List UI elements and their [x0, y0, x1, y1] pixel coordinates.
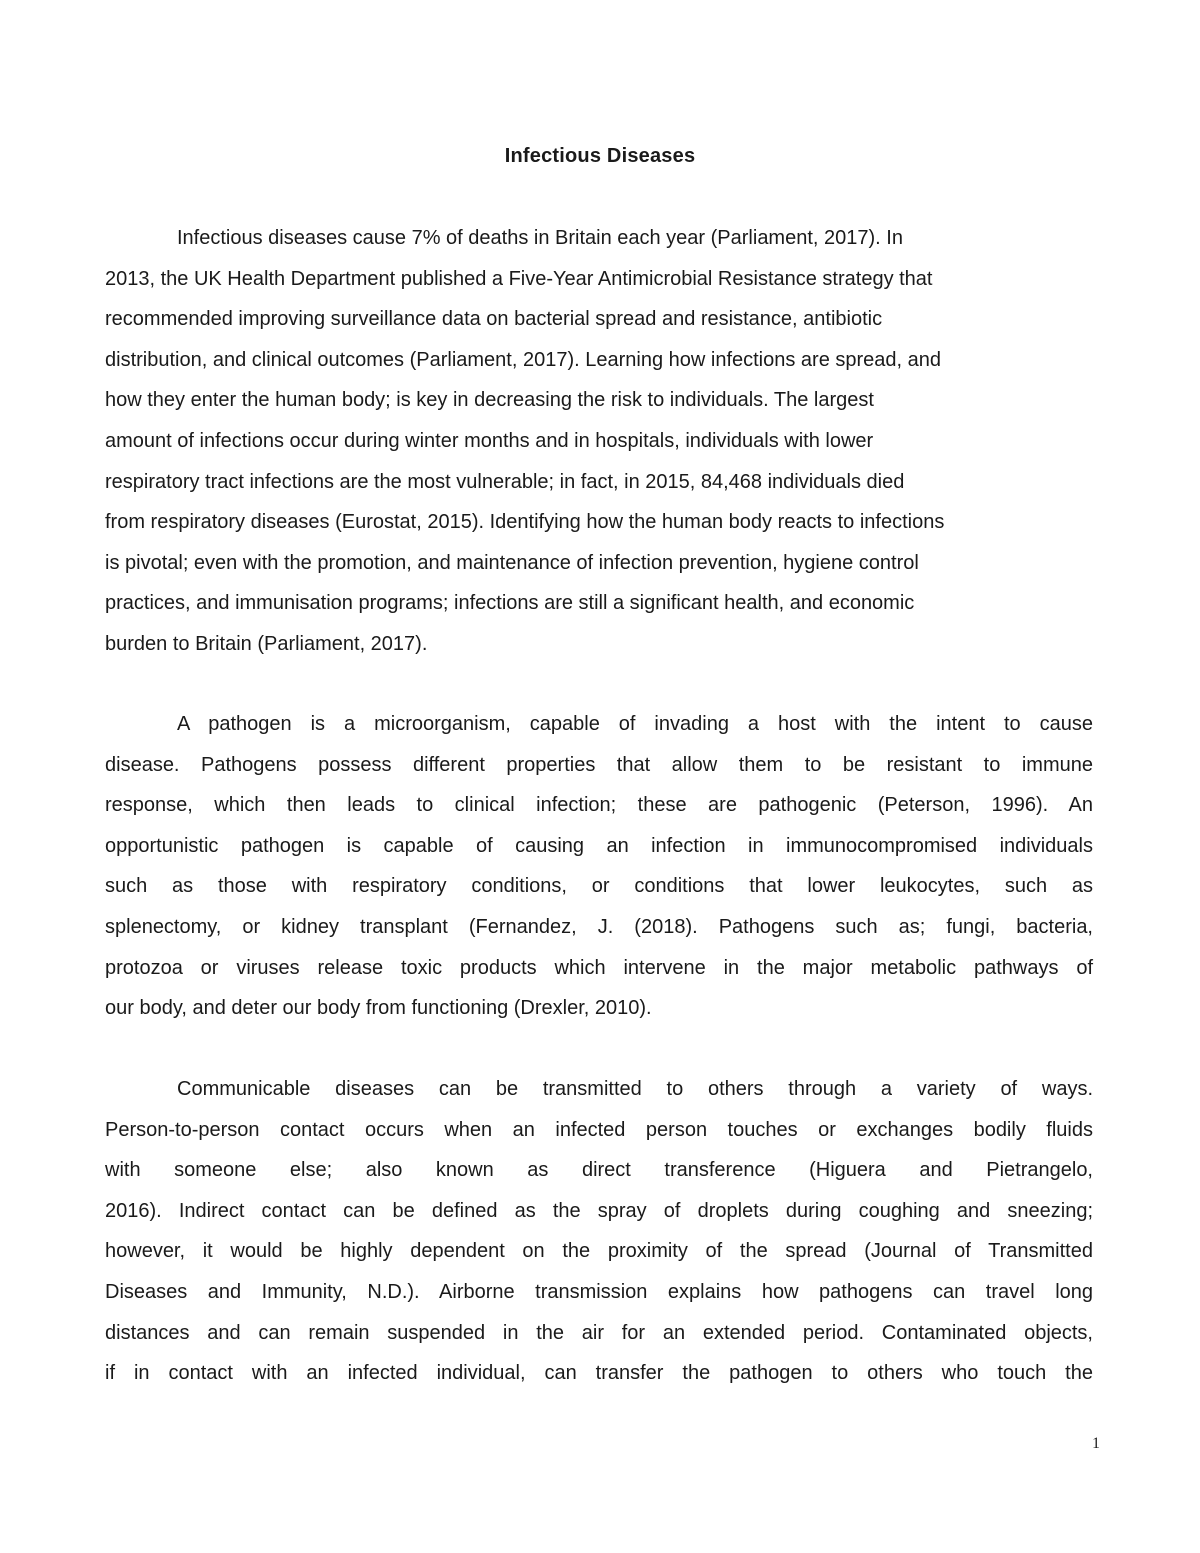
paragraph-line: Diseases and Immunity, N.D.). Airborne transmission explains how pathogens can travel long	[105, 1280, 1093, 1303]
paragraph-3	[105, 1069, 1093, 1394]
paragraph-line: A pathogen is a microorganism, capable of invading a host with the intent to cause	[177, 713, 1093, 735]
document-title: Infectious Diseases	[504, 145, 696, 167]
paragraph-line: our body, and deter our body from functioning (Drexler, 2010).	[105, 997, 652, 1020]
paragraph-line: recommended improving surveillance data on bacterial spread and resistance, antibiotic	[105, 308, 883, 331]
paragraph-line: 2013, the UK Health Department published a Five-Year Antimicrobial Resistance strategy that	[105, 267, 933, 290]
paragraph-line: response, which then leads to clinical infection; these are pathogenic (Peterson, 1996). An	[105, 794, 1093, 817]
paragraph-line: Communicable diseases can be transmitted to others through a variety of ways.	[177, 1078, 1093, 1100]
paragraph-line: 2016). Indirect contact can be defined as the spray of droplets during coughing and sneezing;	[105, 1199, 1093, 1222]
paragraph-line: is pivotal; even with the promotion, and maintenance of infection prevention, hygiene control	[105, 551, 919, 574]
paragraph-line: however, it would be highly dependent on the proximity of the spread (Journal of Transmitted	[105, 1240, 1093, 1263]
paragraph-line: Infectious diseases cause 7% of deaths in Britain each year (Parliament, 2017). In	[177, 227, 903, 249]
paragraph-line: Person-to-person contact occurs when an infected person touches or exchanges bodily fluids	[105, 1118, 1093, 1141]
paragraph-line: from respiratory diseases (Eurostat, 2015). Identifying how the human body reacts to infections	[105, 511, 945, 534]
paragraph-line: disease. Pathogens possess different properties that allow them to be resistant to immune	[105, 753, 1093, 776]
paragraph-1	[105, 218, 1093, 665]
paragraph-2	[105, 704, 1093, 1029]
paragraph-line: splenectomy, or kidney transplant (Fernandez, J. (2018). Pathogens such as; fungi, bacteria,	[105, 915, 1093, 938]
paragraph-line: distances and can remain suspended in the air for an extended period. Contaminated objects,	[105, 1321, 1093, 1344]
page-number: 1	[1092, 1435, 1100, 1452]
paragraph-line: burden to Britain (Parliament, 2017).	[105, 632, 428, 655]
paragraph-line: protozoa or viruses release toxic products which intervene in the major metabolic pathways of	[105, 956, 1093, 979]
paragraph-line: respiratory tract infections are the most vulnerable; in fact, in 2015, 84,468 individuals died	[105, 470, 905, 493]
paragraph-line: distribution, and clinical outcomes (Parliament, 2017). Learning how infections are spread, and	[105, 348, 942, 371]
paragraph-line: opportunistic pathogen is capable of causing an infection in immunocompromised individuals	[105, 834, 1093, 857]
paragraph-line: if in contact with an infected individual, can transfer the pathogen to others who touch the	[105, 1362, 1093, 1385]
paragraph-line: how they enter the human body; is key in decreasing the risk to individuals. The largest	[105, 389, 874, 412]
paragraph-line: with someone else; also known as direct transference (Higuera and Pietrangelo,	[105, 1159, 1093, 1182]
paragraph-line: practices, and immunisation programs; infections are still a significant health, and economic	[105, 592, 915, 615]
paragraph-line: such as those with respiratory conditions, or conditions that lower leukocytes, such as	[105, 875, 1093, 898]
paragraph-line: amount of infections occur during winter months and in hospitals, individuals with lower	[105, 429, 874, 452]
